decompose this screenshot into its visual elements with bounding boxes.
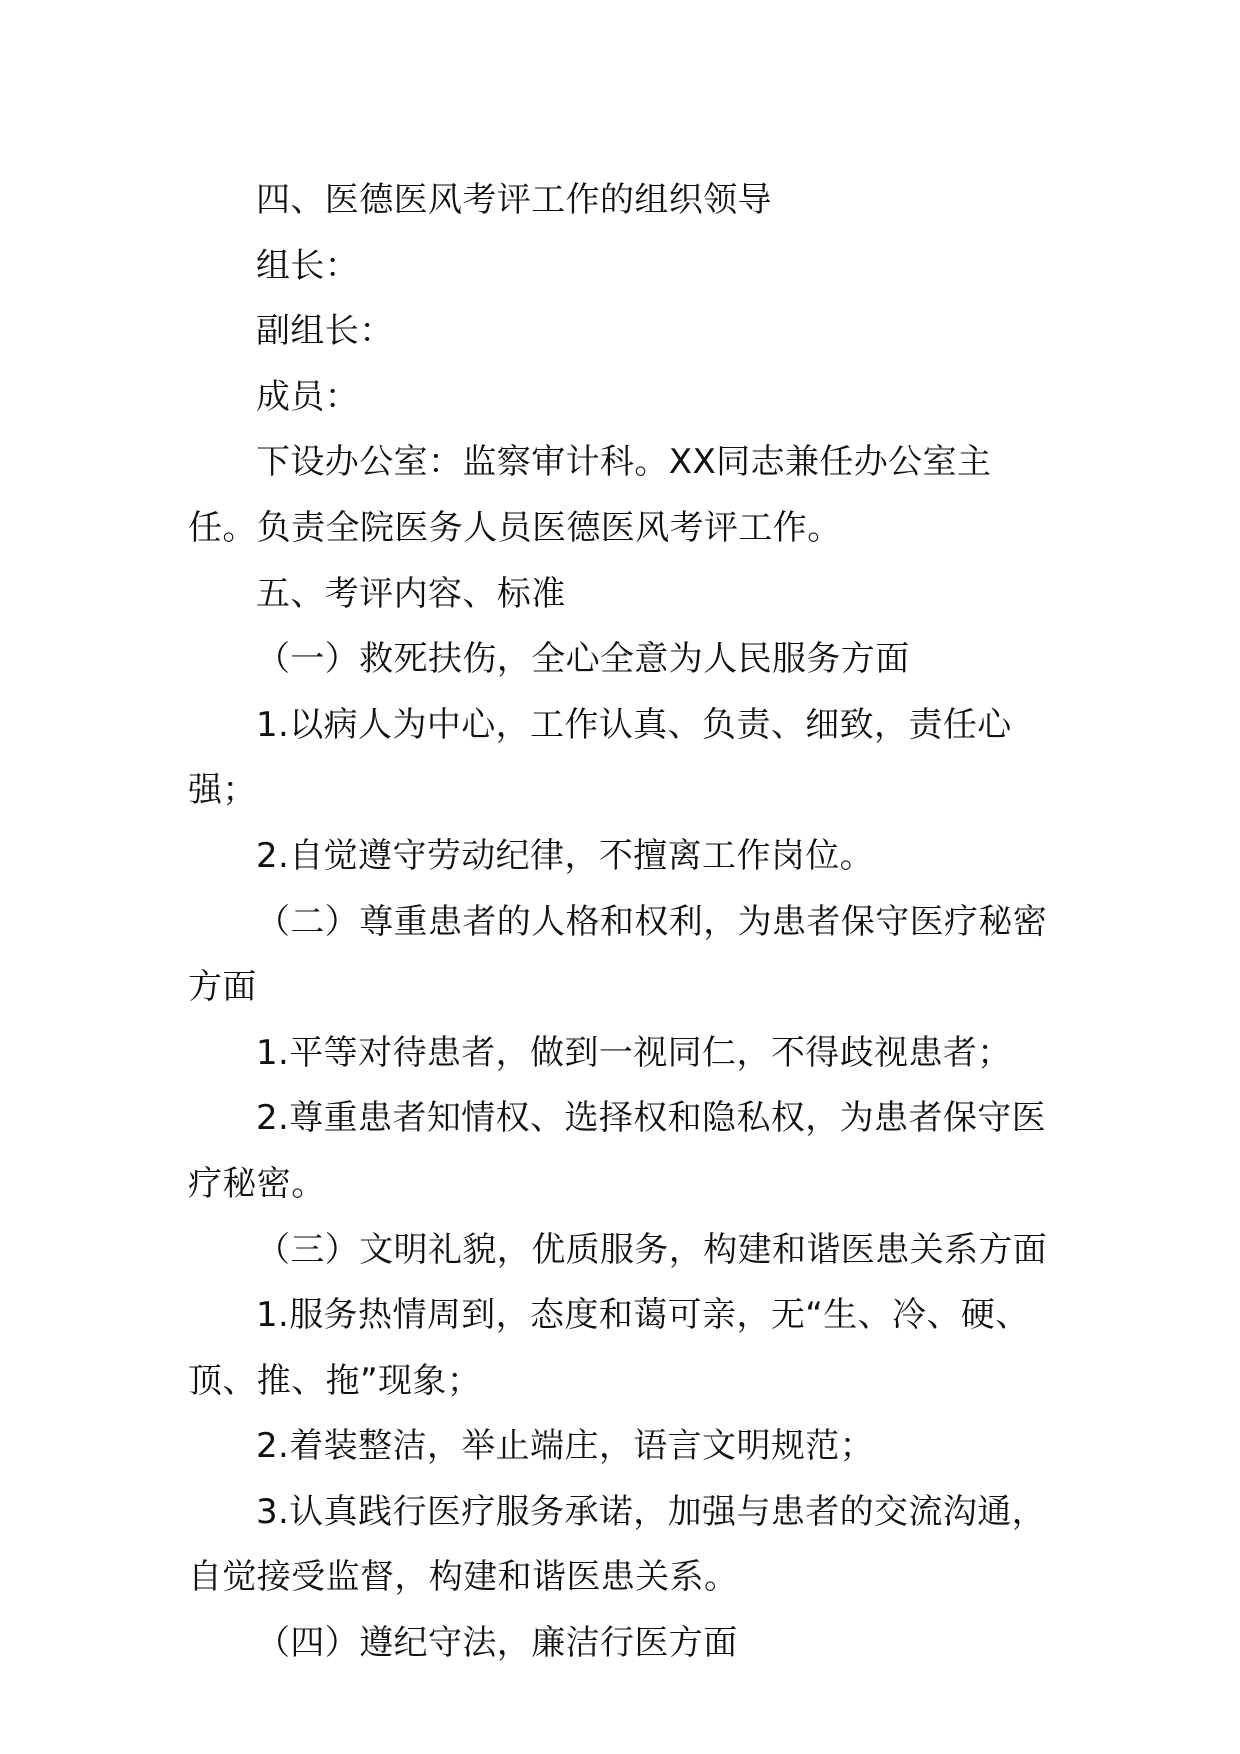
section-heading-organization: 四、医德医风考评工作的组织领导 <box>256 180 772 220</box>
subsection-heading-4: （四）遵纪守法，廉洁行医方面 <box>256 1623 738 1664</box>
list-item: 2.自觉遵守劳动纪律，不擅离工作岗位。 <box>256 835 875 876</box>
list-item: 3.认真践行医疗服务承诺，加强与患者的交流沟通，自觉接受监督，构建和谐医患关系。 <box>188 1491 1047 1598</box>
subsection-heading-3: （三）文明礼貌，优质服务，构建和谐医患关系方面 <box>256 1229 1048 1270</box>
list-item: 1.服务热情周到，态度和蔼可亲，无“生、冷、硬、顶、推、拖”现象； <box>188 1295 1030 1401</box>
subsection-heading-1: （一）救死扶伤，全心全意为人民服务方面 <box>256 639 910 680</box>
members-line: 成员： <box>256 376 360 417</box>
document-body <box>188 168 1060 1677</box>
list-item: 2.着装整洁，举止端庄，语言文明规范； <box>256 1426 875 1467</box>
list-item: 1.平等对待患者，做到一视同仁，不得歧视患者； <box>256 1032 1012 1073</box>
subsection-heading-2: （二）尊重患者的人格和权利，为患者保守医疗秘密方面 <box>188 901 1048 1008</box>
list-item: 1.以病人为中心，工作认真、负责、细致，责任心强； <box>188 704 1012 811</box>
list-item: 2.尊重患者知情权、选择权和隐私权，为患者保守医疗秘密。 <box>188 1098 1047 1204</box>
group-leader-line: 组长： <box>256 245 360 286</box>
section-heading-criteria: 五、考评内容、标准 <box>256 573 566 614</box>
deputy-leader-line: 副组长： <box>256 311 394 352</box>
office-paragraph: 下设办公室：监察审计科。XX同志兼任办公室主任。负责全院医务人员医德医风考评工作。 <box>188 442 992 548</box>
